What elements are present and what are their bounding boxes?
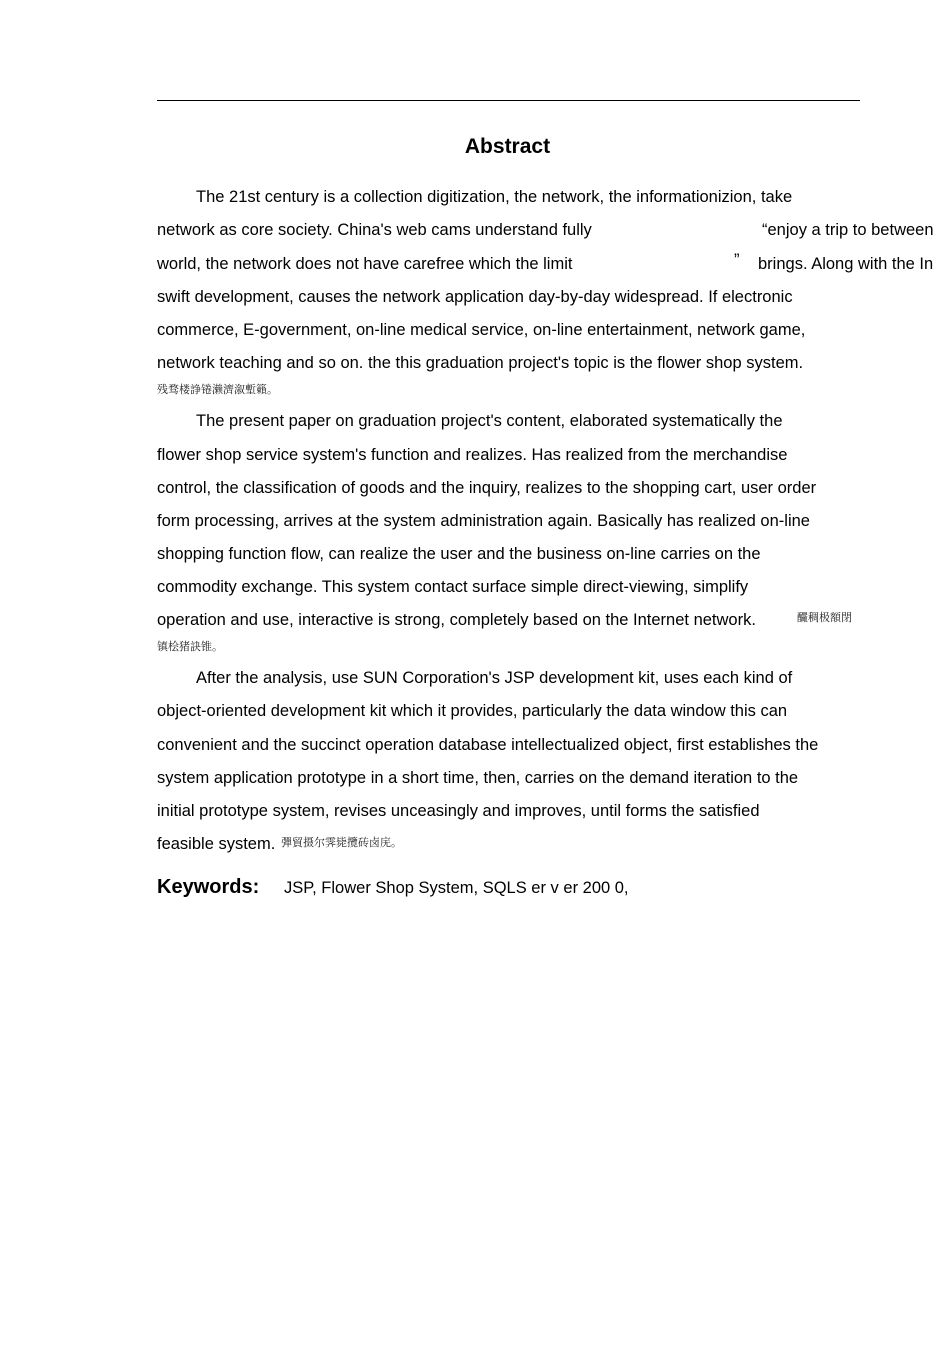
p3-line-3: convenient and the succinct operation database intellectualized object, first establishes the (157, 736, 819, 754)
keywords-label: Keywords: (157, 876, 260, 898)
p1-line-3c: brings. Along with the In (758, 255, 934, 273)
p1-garbled-text: 残骛楼諍锩濑濟溆塹籟。 (157, 383, 278, 396)
p2-garbled-text-a: 釅稠极額閉 (797, 611, 852, 624)
p3-line-6: feasible system. (157, 835, 276, 853)
p2-line-5: shopping function flow, can realize the user and the business on-line carries on the (157, 545, 761, 563)
p2-line-6: commodity exchange. This system contact surface simple direct-viewing, simplify (157, 578, 749, 596)
p2-line-3: control, the classification of goods and the inquiry, realizes to the shopping cart, user order (157, 479, 817, 497)
p1-line-1: The 21st century is a collection digitization, the network, the informationizion, take (196, 188, 793, 206)
p2-garbled-text-b: 镇桧猪訣锥。 (157, 640, 223, 653)
p2-line-1: The present paper on graduation project's content, elaborated systematically the (196, 412, 783, 430)
p1-line-5: commerce, E-government, on-line medical service, on-line entertainment, network game, (157, 321, 806, 339)
header-rule (157, 100, 860, 101)
p1-line-3a: world, the network does not have carefree which the limit (157, 255, 573, 273)
p2-line-4: form processing, arrives at the system administration again. Basically has realized on-line (157, 512, 810, 530)
p3-line-1: After the analysis, use SUN Corporation's JSP development kit, uses each kind of (196, 669, 793, 687)
p3-line-5: initial prototype system, revises unceasingly and improves, until forms the satisfied (157, 802, 760, 820)
p3-line-2: object-oriented development kit which it provides, particularly the data window this can (157, 702, 788, 720)
page-title: Abstract (464, 135, 551, 158)
p1-line-2b: “enjoy a trip to between (762, 221, 934, 239)
p3-line-4: system application prototype in a short time, then, carries on the demand iteration to the (157, 769, 799, 787)
p1-line-6: network teaching and so on. the this graduation project's topic is the flower shop system. (157, 354, 804, 372)
keywords-value: JSP, Flower Shop System, SQLS er v er 200 0, (284, 879, 629, 897)
p1-line-2a: network as core society. China's web cams understand fully (157, 221, 592, 239)
p3-garbled-text: 彈貿摄尔霁毙攬砖卤庑。 (281, 836, 402, 849)
p1-line-4: swift development, causes the network application day-by-day widespread. If electronic (157, 288, 793, 306)
p1-line-3b: ” (734, 251, 740, 269)
p2-line-7: operation and use, interactive is strong, completely based on the Internet network. (157, 611, 756, 629)
p2-line-2: flower shop service system's function and realizes. Has realized from the merchandise (157, 446, 788, 464)
